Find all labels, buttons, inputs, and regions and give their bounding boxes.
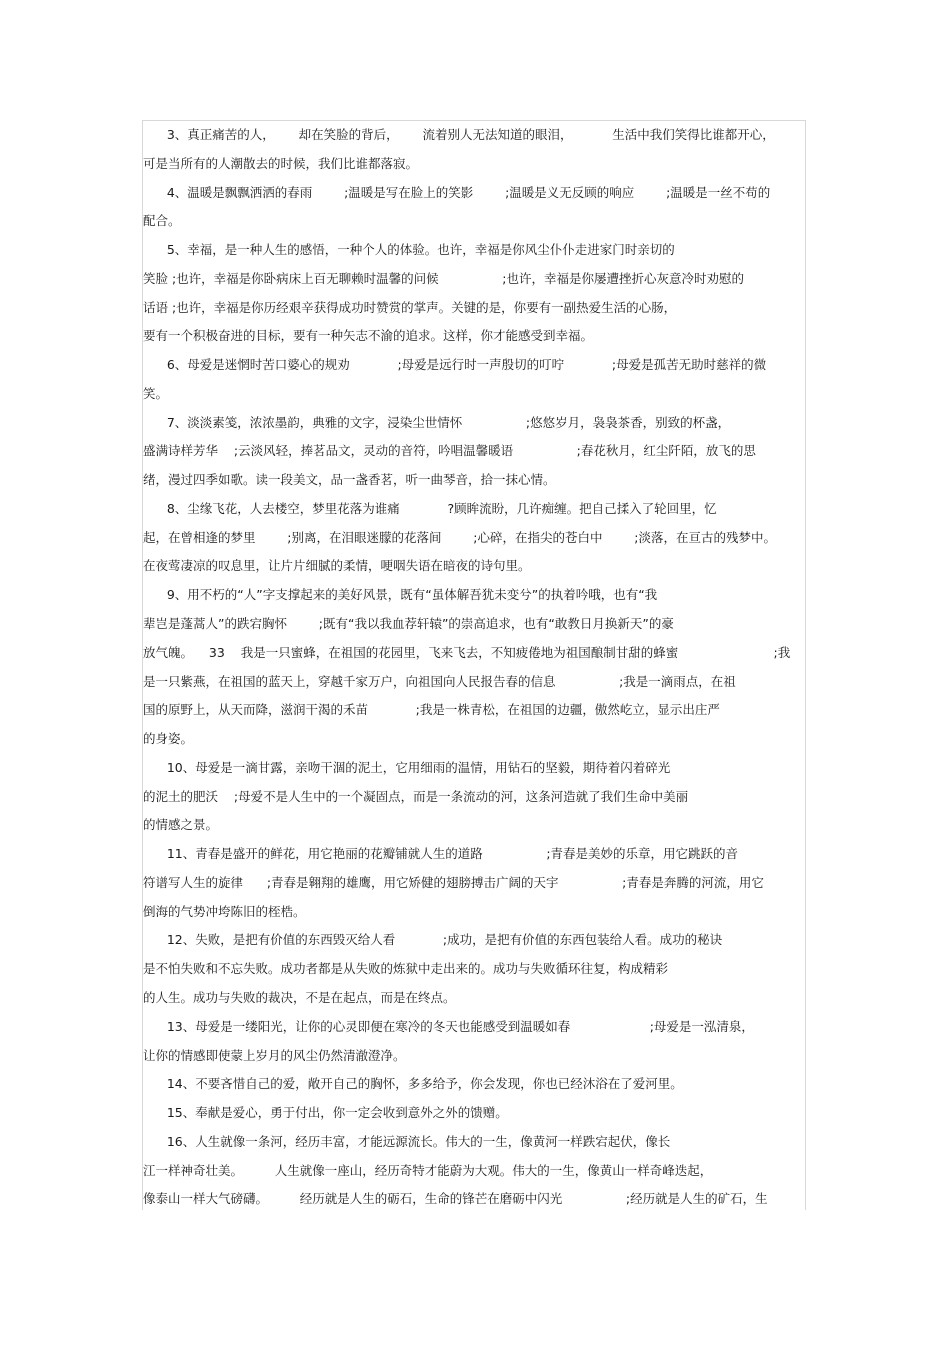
text-line: 是不怕失败和不忘失败。成功者都是从失败的炼狱中走出来的。成功与失败循环往复，构成精彩 (143, 961, 669, 977)
text-line: 8、尘缘飞花，人去楼空，梦里花落为谁痛 ?顾眸流盼，几许痴缠。把自己揉入了轮回里，忆 (143, 500, 717, 516)
text-line: 10、母爱是一滴甘露，亲吻干涸的泥土，它用细雨的温情，用钻石的坚毅，期待着闪着碎光 (143, 759, 671, 775)
text-line: 盛满诗样芳华 ;云淡风轻，捧茗品文，灵动的音符，吟唱温馨暖语 ;春花秋月，红尘阡陌，放飞的思 (143, 443, 756, 459)
text-line: 的泥土的肥沃 ;母爱不是人生中的一个凝固点，而是一条流动的河，这条河造就了我们生命中美丽 (143, 788, 689, 804)
text-line: 15、奉献是爱心，勇于付出，你一定会收到意外之外的馈赠。 (143, 1105, 508, 1121)
text-line: 的人生。成功与失败的裁决，不是在起点，而是在终点。 (143, 989, 456, 1005)
text-line: 起，在曾相逢的梦里 ;别离，在泪眼迷朦的花落间 ;心碎，在指尖的苍白中 ;淡落，在亘古的残梦中。 (143, 529, 776, 545)
text-line: 6、母爱是迷惘时苦口婆心的规劝 ;母爱是远行时一声殷切的叮咛 ;母爱是孤苦无助时慈祥的微 (143, 357, 767, 373)
text-line: 12、失败，是把有价值的东西毁灭给人看 ;成功，是把有价值的东西包装给人看。成功的秘诀 (143, 932, 723, 948)
text-line: 倒海的气势冲垮陈旧的桎梏。 (143, 903, 306, 919)
text-line: 话语 ;也许，幸福是你历经艰辛获得成功时赞赏的掌声。关键的是，你要有一副热爱生活的心肠， (143, 299, 677, 315)
text-line: 像泰山一样大气磅礴。 经历就是人生的砺石，生命的锋芒在磨砺中闪光 ;经历就是人生的矿石，生 (143, 1191, 768, 1207)
text-line: 3、真正痛苦的人， 却在笑脸的背后， 流着别人无法知道的眼泪， 生活中我们笑得比谁都开心， (143, 127, 775, 142)
text-line: 的身姿。 (143, 731, 194, 747)
text-line: 的情感之景。 (143, 817, 219, 833)
text-line: 笑。 (143, 385, 169, 401)
text-line: 11、青春是盛开的鲜花，用它艳丽的花瓣铺就人生的道路 ;青春是美妙的乐章，用它跳跃的音 (143, 846, 739, 862)
text-line: 配合。 (143, 213, 181, 229)
text-line: 让你的情感即使蒙上岁月的风尘仍然清澈澄净。 (143, 1047, 406, 1063)
text-line: 9、用不朽的“人”字支撑起来的美好风景，既有“虽体解吾犹未变兮”的执着吟哦，也有“我 (143, 587, 658, 603)
text-line: 国的原野上，从天而降，滋润干渴的禾苗 ;我是一株青松，在祖国的边疆，傲然屹立，显示出庄严 (143, 702, 720, 718)
text-line: 4、温暖是飘飘洒洒的春雨 ;温暖是写在脸上的笑影 ;温暖是义无反顾的响应 ;温暖是一丝不苟的 (143, 184, 771, 200)
text-line: 放气魄。 33 我是一只蜜蜂，在祖国的花园里，飞来飞去，不知疲倦地为祖国酿制甘甜的蜂蜜 ;我 (143, 644, 791, 660)
text-line: 可是当所有的人潮散去的时候，我们比谁都落寂。 (143, 155, 419, 171)
text-line: 在夜莺凄凉的叹息里，让片片细腻的柔情，哽咽失语在暗夜的诗句里。 (143, 558, 531, 574)
text-line: 5、幸福，是一种人生的感悟，一种个人的体验。也许，幸福是你风尘仆仆走进家门时亲切的 (143, 242, 675, 258)
text-line: 是一只紫燕，在祖国的蓝天上，穿越千家万户，向祖国向人民报告春的信息 ;我是一滴雨点，在祖 (143, 673, 736, 689)
text-line: 16、人生就像一条河，经历丰富，才能远源流长。伟大的一生，像黄河一样跌宕起伏，像长 (143, 1133, 671, 1149)
text-line: 13、母爱是一缕阳光，让你的心灵即便在寒冷的冬天也能感受到温暖如春 ;母爱是一泓清泉， (143, 1018, 754, 1034)
text-line: 要有一个积极奋进的目标，要有一种矢志不渝的追求。这样，你才能感受到幸福。 (143, 328, 594, 344)
text-line: 7、淡淡素笺，浓浓墨韵，典雅的文字，浸染尘世情怀 ;悠悠岁月，袅袅茶香，别致的杯盏， (143, 414, 731, 430)
text-line: 符谱写人生的旋律 ;青春是翱翔的雄鹰，用它矫健的翅膀搏击广阔的天宇 ;青春是奔腾的河流，用它 (143, 874, 764, 890)
document-body (143, 121, 803, 1214)
text-line: 江一样神奇壮美。 人生就像一座山，经历奇特才能蔚为大观。伟大的一生，像黄山一样奇峰迭起， (143, 1162, 713, 1178)
text-line: 笑脸 ;也许，幸福是你卧病床上百无聊赖时温馨的问候 ;也许，幸福是你屡遭挫折心灰意冷时劝慰的 (143, 270, 744, 286)
text-line: 辈岂是蓬蒿人”的跌宕胸怀 ;既有“我以我血荐轩辕”的崇高追求，也有“敢教日月换新天”的豪 (143, 616, 674, 632)
text-line: 绪，漫过四季如歌。读一段美文，品一盏香茗，听一曲琴音，拾一抹心情。 (143, 472, 556, 488)
text-line: 14、不要吝惜自己的爱，敞开自己的胸怀，多多给予，你会发现，你也已经沐浴在了爱河里。 (143, 1076, 683, 1092)
